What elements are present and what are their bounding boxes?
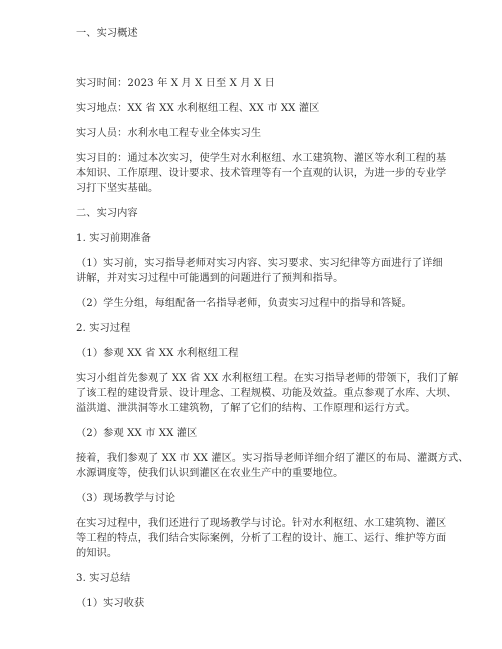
- process-sub-3: （3）现场教学与讨论: [76, 493, 176, 504]
- prep-item-1-line-2: 讲解，并对实习过程中可能遇到的问题进行了预判和指导。: [76, 273, 344, 284]
- section-summary: 3. 实习总结: [76, 573, 131, 584]
- purpose-line-2: 本知识、工作原理、设计要求、技术管理等有一个直观的认识，为进一步的专业学: [76, 168, 447, 179]
- process-para-2-line-1: 接着，我们参观了 XX 市 XX 灌区。实习指导老师详细介绍了灌区的布局、灌溉方式、: [76, 453, 469, 464]
- internship-time: 实习时间：2023 年 X 月 X 日至 X 月 X 日: [76, 78, 275, 89]
- process-para-1-line-3: 溢洪道、泄洪洞等水工建筑物，了解了它们的结构、工作原理和运行方式。: [76, 403, 416, 414]
- section-preparation: 1. 实习前期准备: [76, 233, 151, 244]
- prep-item-2: （2）学生分组，每组配备一名指导老师，负责实习过程中的指导和答疑。: [76, 298, 412, 309]
- heading-overview: 一、实习概述: [76, 28, 138, 39]
- prep-item-1-line-1: （1）实习前，实习指导老师对实习内容、实习要求、实习纪律等方面进行了详细: [76, 258, 443, 269]
- process-para-1-line-2: 了该工程的建设背景、设计理念、工程规模、功能及效益。重点参观了水库、大坝、: [76, 388, 457, 399]
- purpose-line-3: 习打下坚实基础。: [76, 183, 159, 194]
- process-sub-2: （2）参观 XX 市 XX 灌区: [76, 428, 198, 439]
- process-para-3-line-3: 的知识。: [76, 548, 118, 559]
- process-para-3-line-2: 等工程的特点，我们结合实际案例，分析了工程的设计、施工、运行、维护等方面: [76, 533, 447, 544]
- heading-content: 二、实习内容: [76, 208, 138, 219]
- internship-personnel: 实习人员：水利水电工程专业全体实习生: [76, 128, 262, 139]
- summary-sub-1: （1）实习收获: [76, 598, 145, 609]
- process-para-1-line-1: 实习小组首先参观了 XX 省 XX 水利枢纽工程。在实习指导老师的带领下，我们了解: [76, 373, 459, 384]
- process-para-3-line-1: 在实习过程中，我们还进行了现场教学与讨论。针对水利枢纽、水工建筑物、灌区: [76, 518, 447, 529]
- section-process: 2. 实习过程: [76, 323, 131, 334]
- purpose-line-1: 实习目的：通过本次实习，使学生对水利枢纽、水工建筑物、灌区等水利工程的基: [76, 153, 447, 164]
- internship-location: 实习地点：XX 省 XX 水利枢纽工程、XX 市 XX 灌区: [76, 103, 320, 114]
- process-sub-1: （1）参观 XX 省 XX 水利枢纽工程: [76, 348, 239, 359]
- process-para-2-line-2: 水源调度等，使我们认识到灌区在农业生产中的重要地位。: [76, 468, 344, 479]
